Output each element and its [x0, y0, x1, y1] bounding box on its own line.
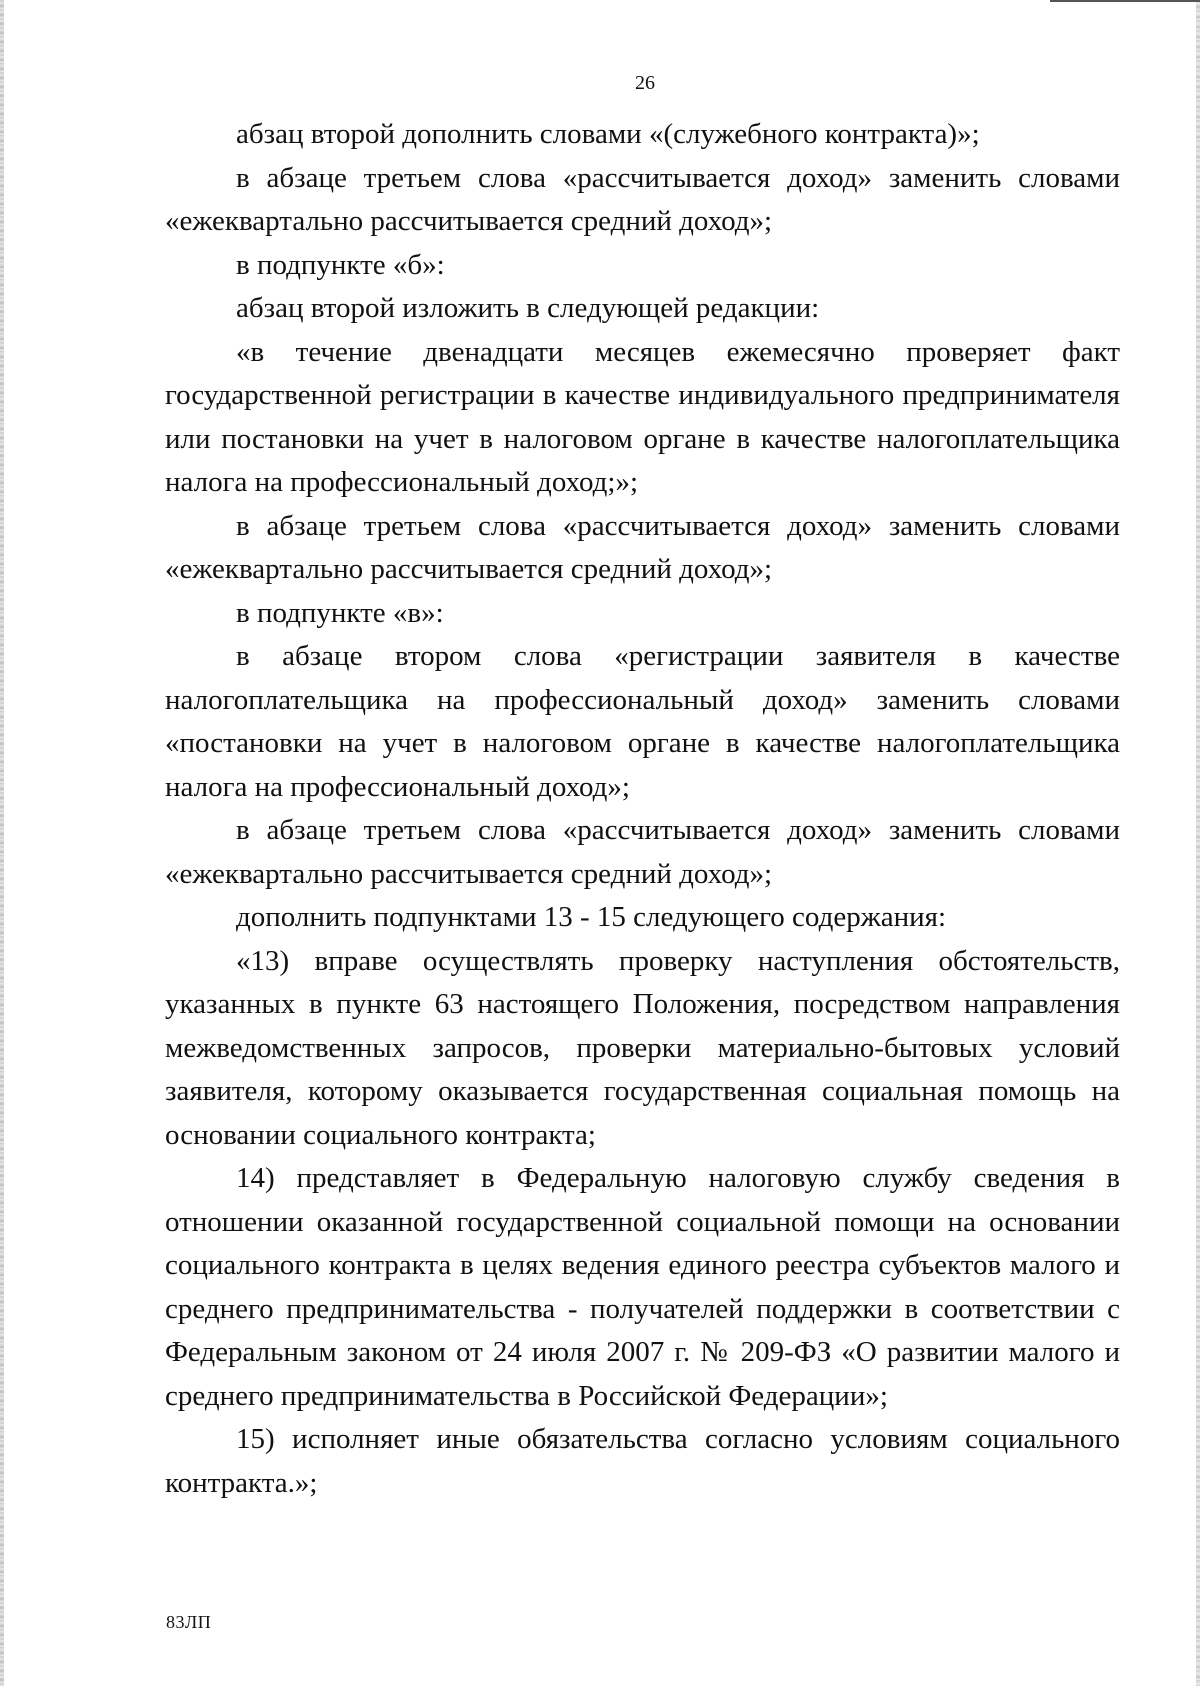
paragraph: 14) представляет в Федеральную налоговую службу сведения в отношении оказанной государственной социальной помощи на основании социального контракта в целях ведения единого реестра субъектов малого и среднего предпринимательства - получателей поддержки в соответствии с Федеральным законом от 24 июля 2007 г. № 209-ФЗ «О развитии малого и среднего предпринимательства в Российской Федерации»; [165, 1162, 1120, 1412]
paragraph: 15) исполняет иные обязательства согласно условиям социального контракта.»; [165, 1423, 1120, 1499]
paragraph: «13) вправе осуществлять проверку наступления обстоятельств, указанных в пункте 63 настоящего Положения, посредством направления межведомственных запросов, проверки материально-бытовых условий заявителя, которому оказывается государственная социальная помощь на основании социального контракта; [165, 944, 1120, 1151]
paragraph: в абзаце втором слова «регистрации заявителя в качестве налогоплательщика на профессиональный доход» заменить словами «постановки на учет в налоговом органе в качестве налогоплательщика налога на профессиональный доход»; [165, 640, 1120, 803]
scan-edge-top [1050, 0, 1200, 2]
paragraph: в подпункте «в»: [236, 596, 444, 629]
scan-edge-right [1196, 0, 1200, 1686]
document-body [165, 113, 1120, 1505]
document-code: 83ЛП [166, 1612, 212, 1632]
paragraph: абзац второй дополнить словами «(служебного контракта)»; [236, 118, 980, 150]
scan-edge-left [0, 0, 4, 1686]
page-number: 26 [635, 72, 655, 94]
paragraph: абзац второй изложить в следующей редакции: [236, 292, 820, 324]
paragraph: дополнить подпунктами 13 - 15 следующего содержания: [236, 901, 947, 933]
paragraph: в абзаце третьем слова «рассчитывается доход» заменить словами «ежеквартально рассчитывается средний доход»; [165, 814, 1120, 890]
paragraph: в абзаце третьем слова «рассчитывается доход» заменить словами «ежеквартально рассчитывается средний доход»; [165, 161, 1120, 237]
paragraph: «в течение двенадцати месяцев ежемесячно проверяет факт государственной регистрации в качестве индивидуального предпринимателя или постановки на учет в налоговом органе в качестве налогоплательщика налога на профессиональный доход;»; [165, 335, 1120, 498]
paragraph: в абзаце третьем слова «рассчитывается доход» заменить словами «ежеквартально рассчитывается средний доход»; [165, 509, 1120, 585]
paragraph: в подпункте «б»: [236, 248, 445, 281]
